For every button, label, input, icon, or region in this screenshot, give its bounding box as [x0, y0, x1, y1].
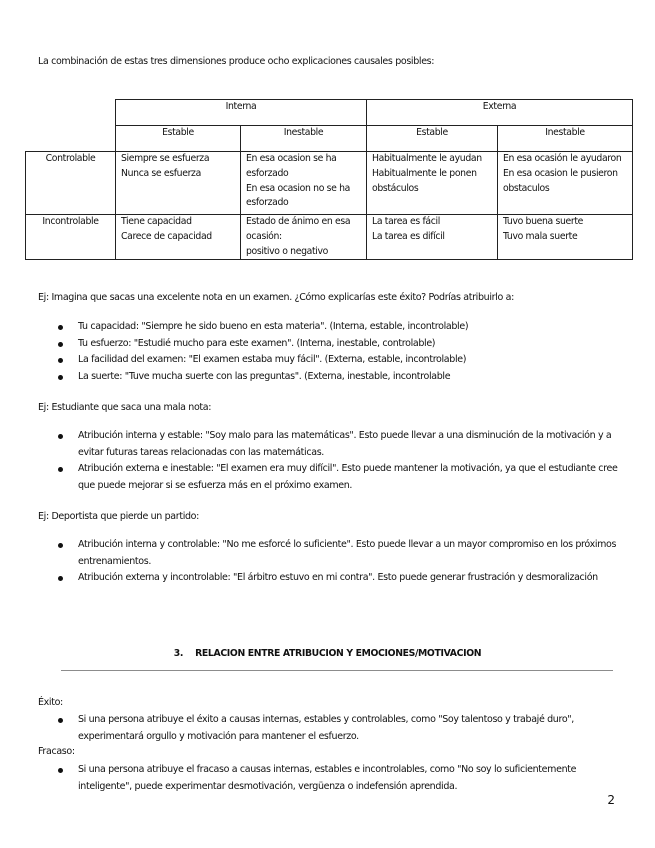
list-item: Si una persona atribuye el éxito a causas internas, estables y controlables, como "Soy talentoso y trabajé duro", experimentará orgullo y motivación para mantener el esfuerzo. — [56, 712, 626, 745]
example-3-title: Ej: Deportista que pierde un partido: — [38, 511, 199, 522]
table-row — [26, 152, 633, 215]
cell-line: Tuvo buena suerte — [503, 216, 584, 227]
cell-line: positivo o negativo — [246, 245, 329, 257]
example-3-list — [56, 537, 626, 587]
example-1-list — [56, 319, 626, 385]
cell-line: Habitualmente le ponen obstáculos — [372, 167, 477, 194]
table-cell — [116, 152, 241, 215]
cell-line: En esa ocasion se ha esforzado — [246, 153, 337, 179]
cell-line: Nunca se esfuerza — [121, 167, 201, 179]
example-1-title: Ej: Imagina que sacas una excelente nota en un examen. ¿Cómo explicarías este éxito? Podrías atribuirlo a: — [38, 292, 514, 303]
page-number: 2 — [607, 793, 615, 807]
list-item: Tu capacidad: "Siempre he sido bueno en esta materia". (Interna, estable, incontrolable) — [56, 319, 626, 336]
intro-text: La combinación de estas tres dimensiones produce ocho explicaciones causales posibles: — [38, 56, 435, 67]
header-interna: Interna — [116, 100, 367, 126]
cell-line: Carece de capacidad — [121, 230, 212, 242]
example-2-list — [56, 428, 626, 494]
section-title: RELACION ENTRE ATRIBUCION Y EMOCIONES/MOTIVACION — [195, 648, 482, 659]
cell-line: Siempre se esfuerza — [121, 153, 210, 164]
section-number: 3. — [173, 648, 184, 659]
table-cell — [116, 215, 241, 260]
cell-line: La tarea es fácil — [372, 216, 440, 227]
exito-label: Éxito: — [38, 697, 63, 708]
list-item: Atribución externa e inestable: "El examen era muy difícil". Esto puede mantener la motivación, ya que el estudiante cree que puede mejorar si se esfuerza más en el próximo examen. — [56, 461, 626, 494]
cell-line: Tuvo mala suerte — [503, 230, 578, 242]
list-item: Si una persona atribuye el fracaso a causas internas, estables e incontrolables, como "No soy lo suficientemente inteligente", puede experimentar desmotivación, vergüenza o indefensión aprendida. — [56, 762, 626, 795]
cell-line: En esa ocasion le pusieron obstaculos — [503, 167, 618, 194]
table-cell — [498, 215, 633, 260]
cell-line: La tarea es difícil — [372, 230, 445, 242]
table-row — [26, 215, 633, 260]
section-divider — [61, 670, 613, 671]
example-2-title: Ej: Estudiante que saca una mala nota: — [38, 402, 212, 413]
cell-line: En esa ocasión le ayudaron — [503, 153, 622, 164]
header-externa: Externa — [367, 100, 633, 126]
table-cell — [367, 152, 498, 215]
table-cell — [241, 152, 367, 215]
table-corner — [26, 100, 116, 152]
cell-line: En esa ocasion no se ha esforzado — [246, 182, 350, 209]
table-cell — [498, 152, 633, 215]
row-label-controlable: Controlable — [26, 152, 116, 215]
table-cell — [367, 215, 498, 260]
cell-line: Tiene capacidad — [121, 216, 192, 227]
cell-line: Estado de ánimo en esa ocasión: — [246, 216, 351, 242]
cell-line: Habitualmente le ayudan — [372, 153, 482, 164]
header-interna-estable: Estable — [116, 126, 241, 152]
section-heading — [0, 648, 655, 659]
row-label-incontrolable: Incontrolable — [26, 215, 116, 260]
fracaso-label: Fracaso: — [38, 746, 75, 757]
header-externa-estable: Estable — [367, 126, 498, 152]
list-item: Atribución interna y estable: "Soy malo para las matemáticas". Esto puede llevar a una disminución de la motivación y a evitar futuras tareas relacionadas con las matemáticas. — [56, 428, 626, 461]
list-item: Atribución externa y incontrolable: "El árbitro estuvo en mi contra". Esto puede generar frustración y desmoralización — [56, 570, 626, 587]
attribution-table — [25, 99, 633, 260]
fracaso-list — [56, 762, 626, 795]
header-externa-inestable: Inestable — [498, 126, 633, 152]
table-cell — [241, 215, 367, 260]
header-interna-inestable: Inestable — [241, 126, 367, 152]
list-item: Tu esfuerzo: "Estudié mucho para este examen". (Interna, inestable, controlable) — [56, 336, 626, 353]
list-item: La facilidad del examen: "El examen estaba muy fácil". (Externa, estable, incontrolable) — [56, 352, 626, 369]
list-item: La suerte: "Tuve mucha suerte con las preguntas". (Externa, inestable, incontrolable — [56, 369, 626, 386]
exito-list — [56, 712, 626, 745]
list-item: Atribución interna y controlable: "No me esforcé lo suficiente". Esto puede llevar a un mayor compromiso en los próximos entrenamientos. — [56, 537, 626, 570]
